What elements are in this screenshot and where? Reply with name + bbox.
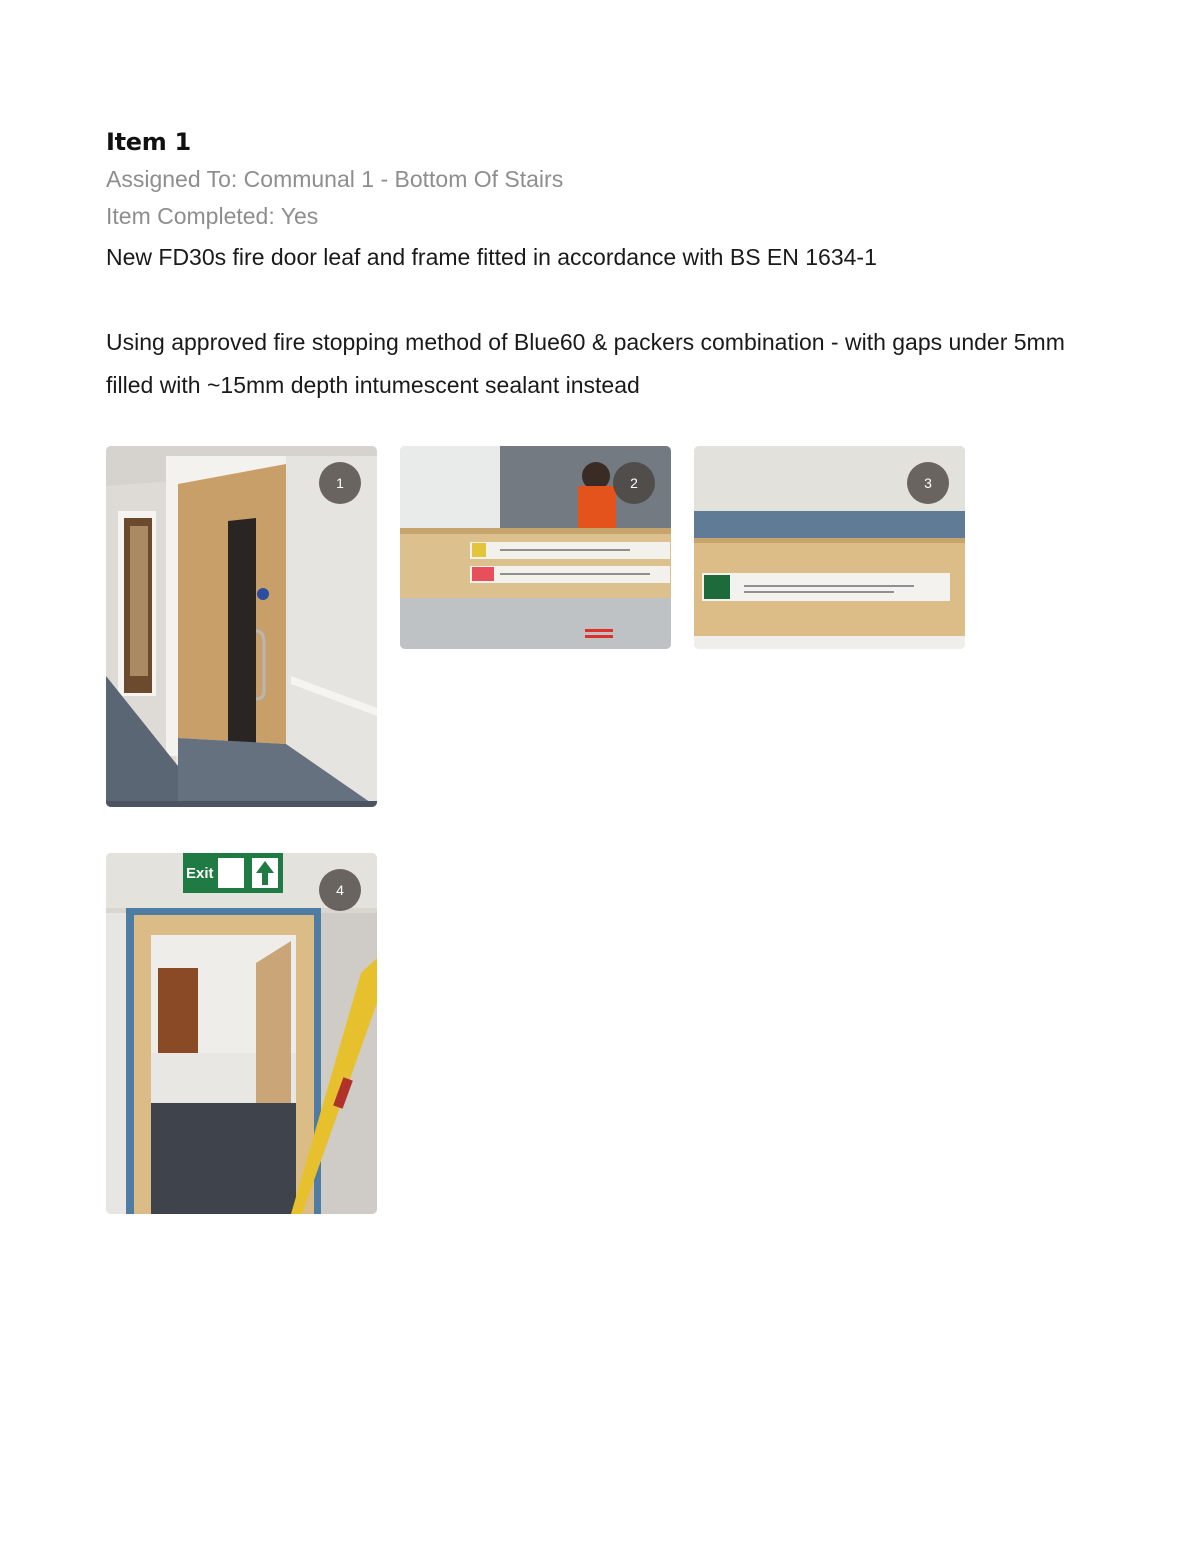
assigned-to: Assigned To: Communal 1 - Bottom Of Stairs (106, 166, 564, 192)
photo-door-labels[interactable] (400, 446, 671, 649)
photo-frame-label[interactable] (694, 446, 965, 649)
photo-number-badge: 2 (613, 462, 655, 504)
item-description-line-1: New FD30s fire door leaf and frame fitted in accordance with BS EN 1634-1 (106, 244, 877, 270)
item-title: Item 1 (106, 128, 191, 156)
photo-door-frame[interactable] (106, 853, 377, 1214)
photo-number-badge: 1 (319, 462, 361, 504)
exit-sign-text: Exit (186, 865, 214, 882)
item-description-line-2: Using approved fire stopping method of Blue60 & packers combination - with gaps under 5mm filled with ~15mm depth intumescent sealant instead (106, 329, 1065, 398)
item-completed-status: Item Completed: Yes (106, 203, 319, 229)
photo-number-badge: 3 (907, 462, 949, 504)
photo-number-badge: 4 (319, 869, 361, 911)
photo-fire-door[interactable] (106, 446, 377, 807)
